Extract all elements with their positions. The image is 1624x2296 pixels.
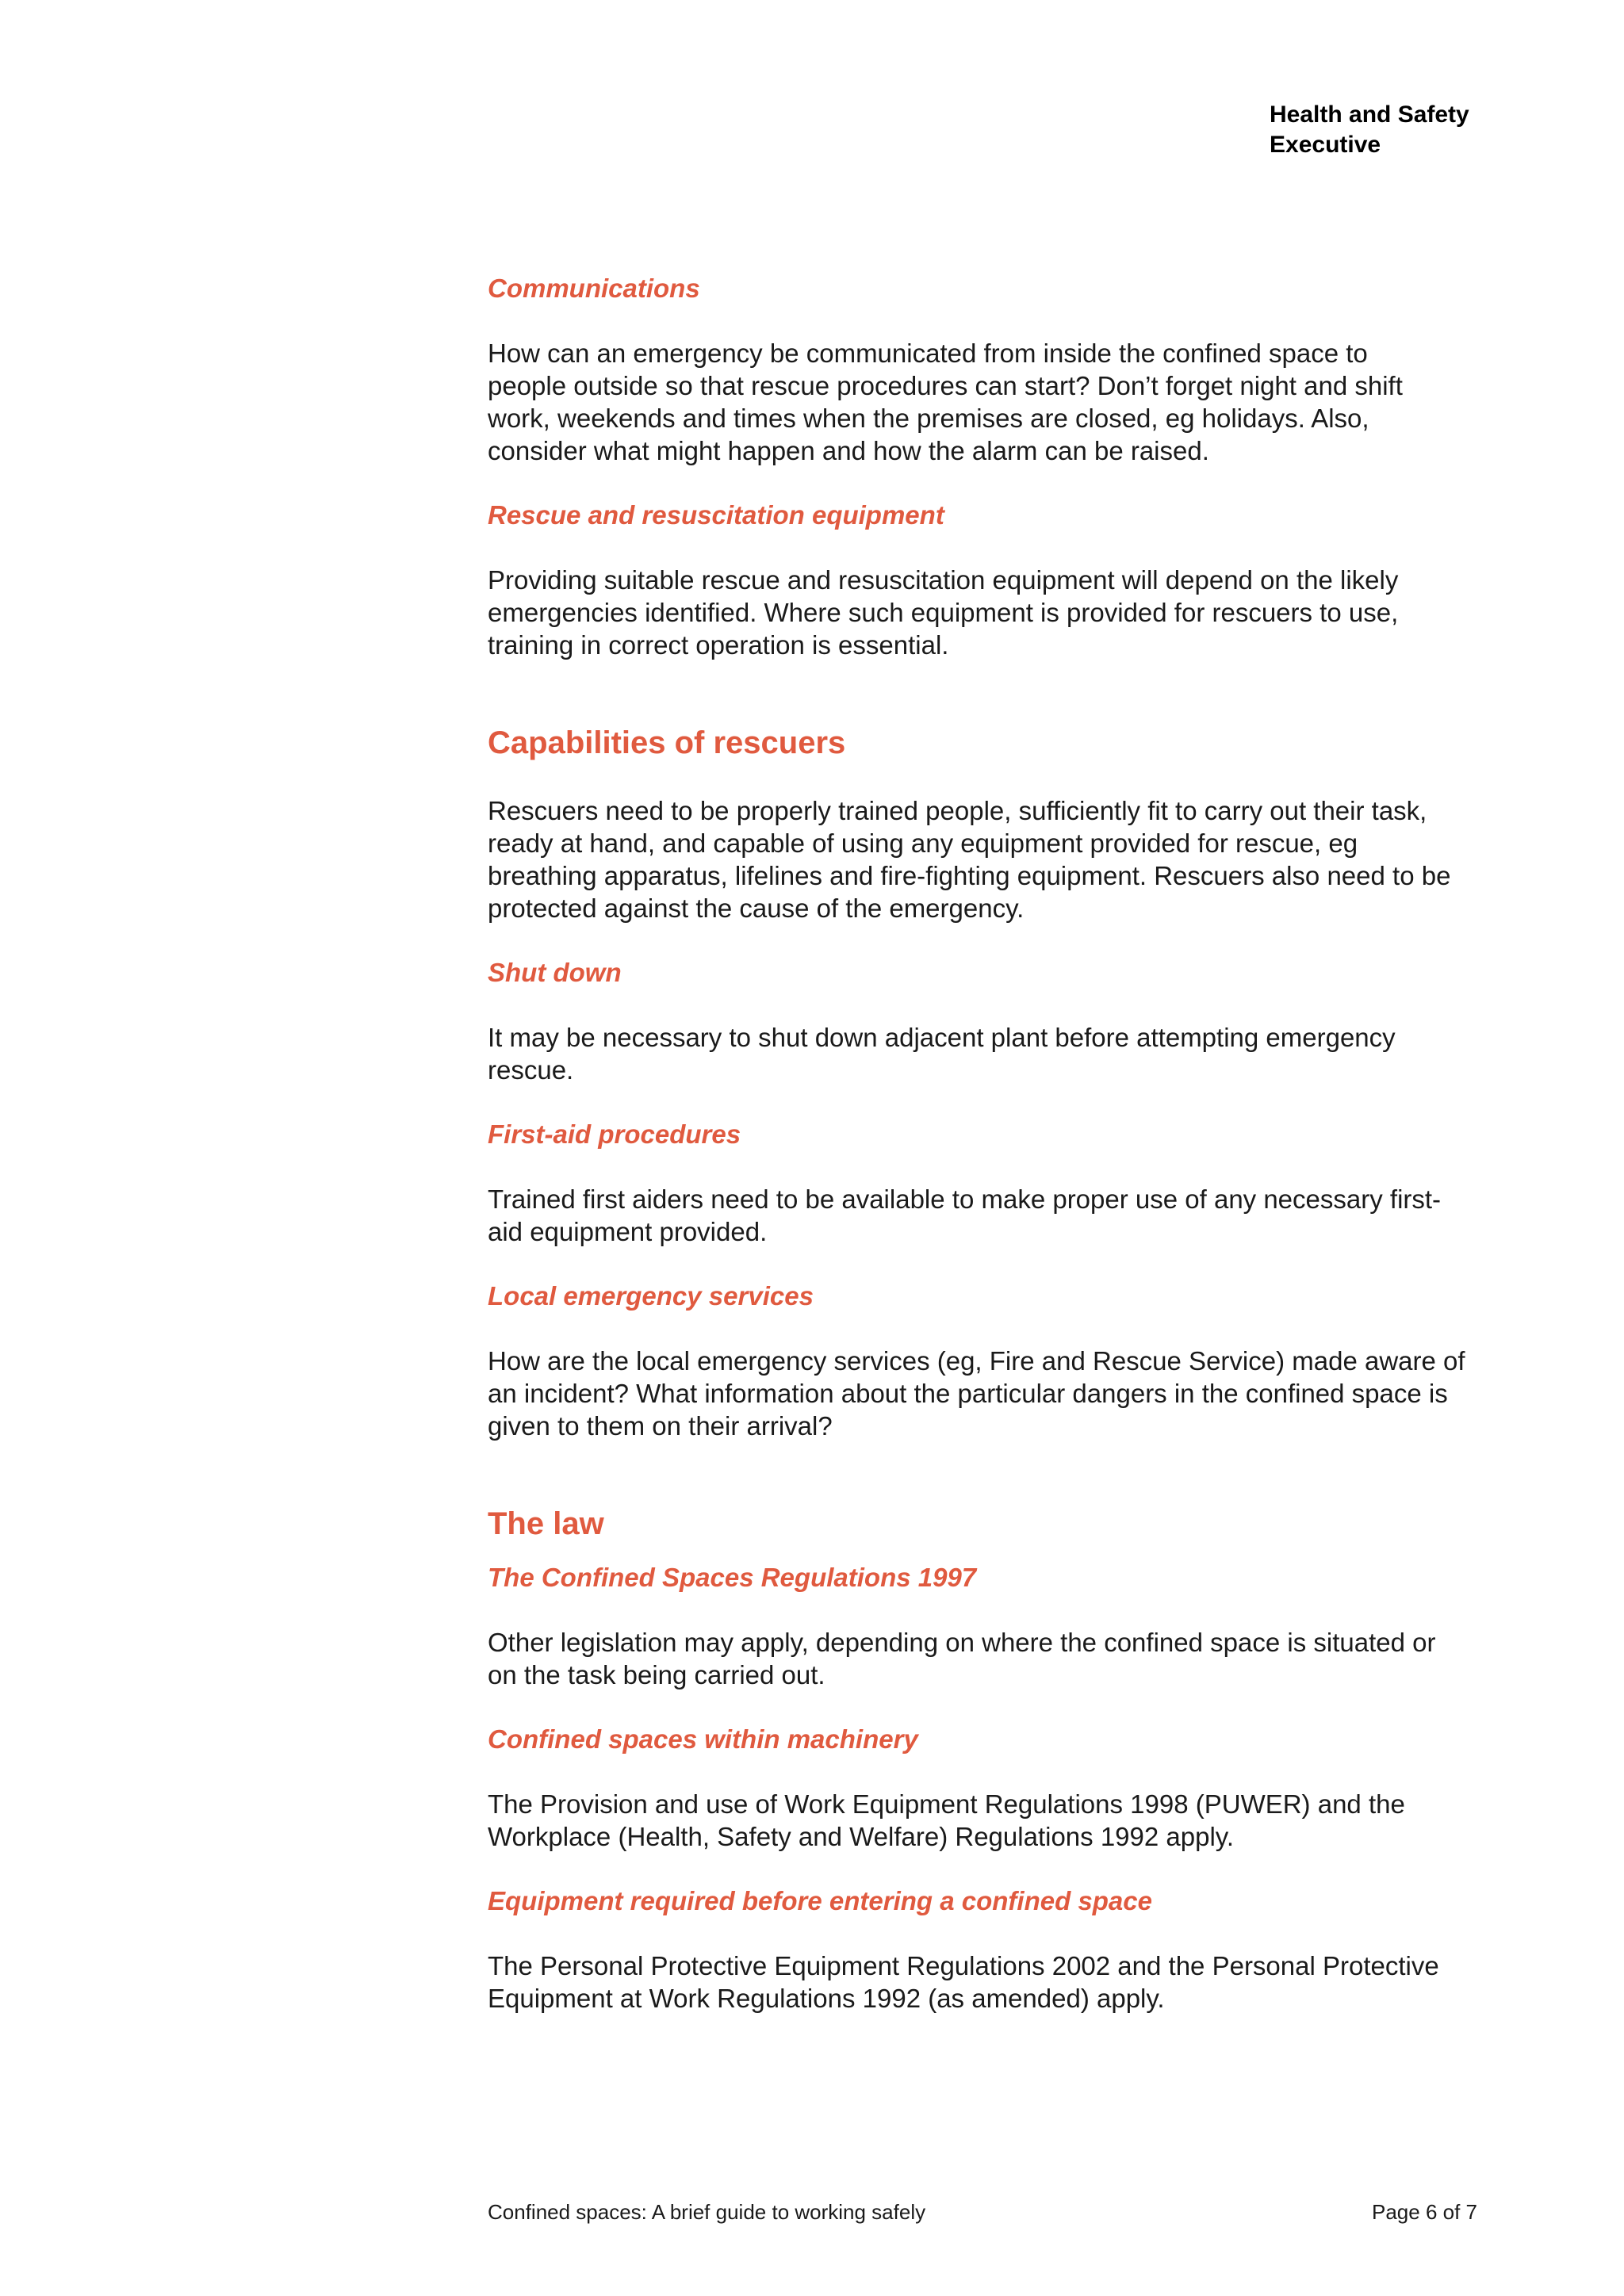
- document-body: [488, 272, 1487, 2046]
- subheading-equipment-required: Equipment required before entering a confined space: [488, 1886, 1152, 1915]
- heading-capabilities-of-rescuers: Capabilities of rescuers: [488, 725, 846, 760]
- organisation-name: [1270, 100, 1469, 160]
- subheading-rescue-equipment: Rescue and resuscitation equipment: [488, 500, 944, 530]
- paragraph-first-aid: Trained first aiders need to be available to make proper use of any necessary first- aid equipment provided.: [488, 1184, 1442, 1246]
- heading-the-law: The law: [488, 1506, 604, 1541]
- paragraph-communications: How can an emergency be communicated from inside the confined space to people outside so that rescue procedures can start? Don’t forget night and shift work, weekends and times when the premises are closed, eg holidays. Also, consider what might happen and how the alarm can be raised.: [488, 339, 1403, 465]
- organisation-name-line-1: Health and Safety: [1270, 101, 1469, 128]
- paragraph-shut-down: It may be necessary to shut down adjacent plant before attempting emergency rescue.: [488, 1023, 1396, 1085]
- subheading-confined-spaces-regulations: The Confined Spaces Regulations 1997: [488, 1563, 977, 1592]
- paragraph-within-machinery: The Provision and use of Work Equipment Regulations 1998 (PUWER) and the Workplace (Health, Safety and Welfare) Regulations 1992 apply.: [488, 1789, 1405, 1851]
- paragraph-rescue-equipment: Providing suitable rescue and resuscitation equipment will depend on the likely emergencies identified. Where such equipment is provided for rescuers to use, training in correct operation is essential.: [488, 565, 1399, 660]
- paragraph-confined-spaces-regulations: Other legislation may apply, depending on where the confined space is situated or on the task being carried out.: [488, 1628, 1436, 1689]
- subheading-communications: Communications: [488, 274, 700, 303]
- paragraph-local-emergency-services: How are the local emergency services (eg, Fire and Rescue Service) made aware of an incident? What information about the particular dangers in the confined space is given to them on their arrival?: [488, 1346, 1465, 1441]
- subheading-first-aid: First-aid procedures: [488, 1119, 741, 1149]
- paragraph-capabilities: Rescuers need to be properly trained people, sufficiently fit to carry out their task, ready at hand, and capable of using any equipment provided for rescue, eg breathing apparatus, lifelines and fire-fighting equipment. Rescuers also need to be protected against the cause of the emergency.: [488, 796, 1451, 923]
- subheading-shut-down: Shut down: [488, 958, 622, 987]
- paragraph-equipment-required: The Personal Protective Equipment Regulations 2002 and the Personal Protective Equipment at Work Regulations 1992 (as amended) apply.: [488, 1951, 1439, 2013]
- subheading-within-machinery: Confined spaces within machinery: [488, 1724, 918, 1754]
- organisation-name-line-2: Executive: [1270, 132, 1381, 158]
- footer-document-title: Confined spaces: A brief guide to working safely: [488, 2200, 926, 2224]
- subheading-local-emergency-services: Local emergency services: [488, 1281, 814, 1311]
- footer-page-number: Page 6 of 7: [1372, 2200, 1477, 2224]
